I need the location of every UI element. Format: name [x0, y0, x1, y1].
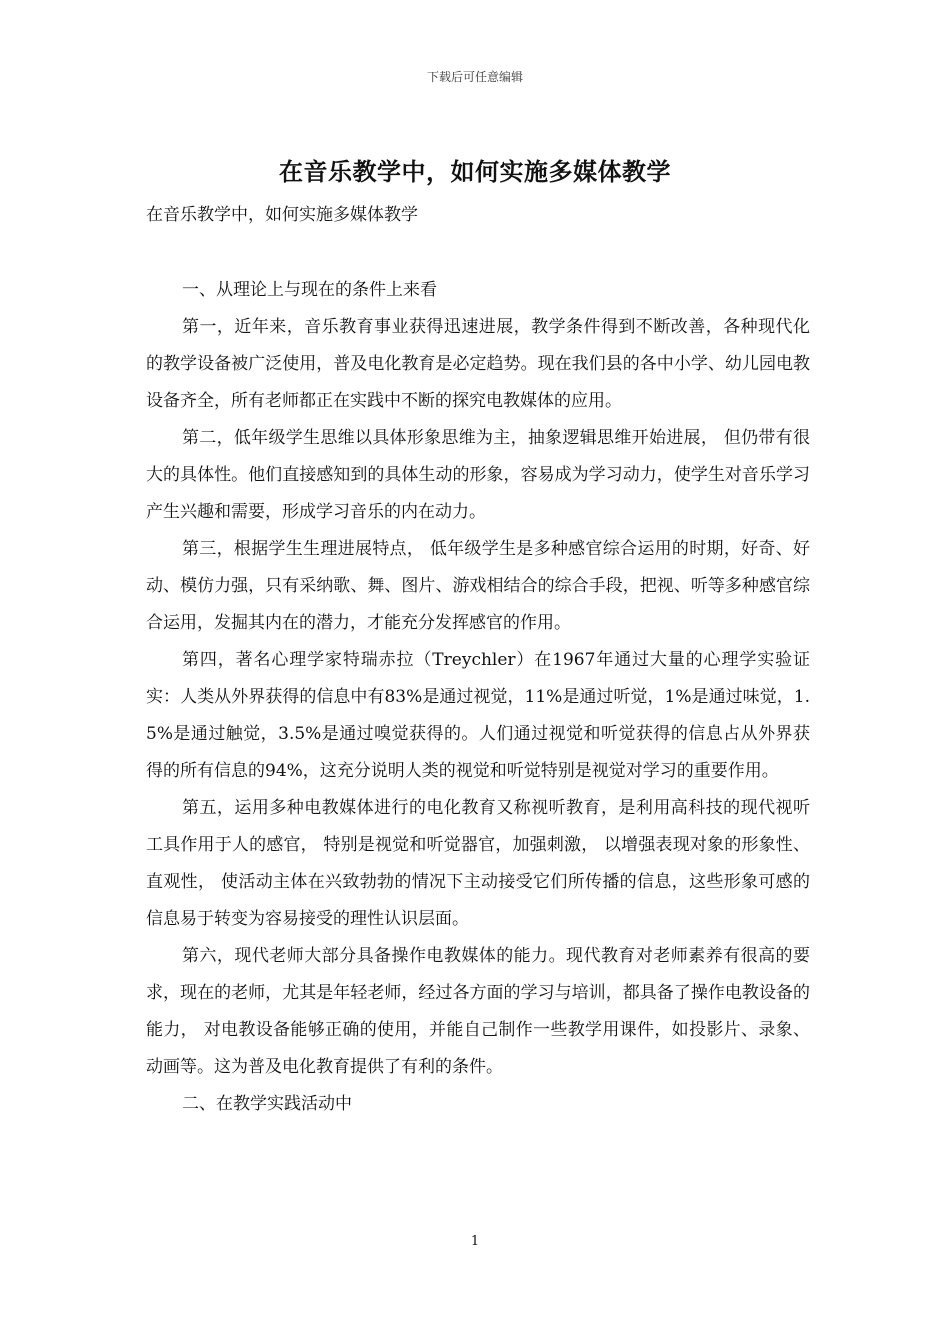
document-subtitle: 在音乐教学中，如何实施多媒体教学 [146, 205, 418, 225]
paragraph-3: 第三，根据学生生理进展特点， 低年级学生是多种感官综合运用的时期，好奇、好动、模仿力强，只有采纳歌、舞、图片、游戏相结合的综合手段，把视、听等多种感官综合运用，发掘其内在的潜力，才能充分发挥感官的作用。 [146, 539, 810, 633]
paragraph-5: 第五，运用多种电教媒体进行的电化教育又称视听教育，是利用高科技的现代视听工具作用于人的感官， 特别是视觉和听觉器官，加强刺激， 以增强表现对象的形象性、直观性， 使活动主体在兴致勃勃的情况下主动接受它们所传播的信息，这些形象可感的信息易于转变为容易接受的理性认识层面。 [146, 798, 810, 929]
document-title: 在音乐教学中，如何实施多媒体教学 [279, 157, 671, 186]
section-heading-2: 二、在教学实践活动中 [182, 1094, 352, 1114]
section-heading-1: 一、从理论上与现在的条件上来看 [182, 280, 437, 300]
paragraph-4: 第四，著名心理学家特瑞赤拉（Treychler）在1967年通过大量的心理学实验证实：人类从外界获得的信息中有83%是通过视觉，11%是通过听觉，1%是通过味觉，1.5%是通过触觉，3.5%是通过嗅觉获得的。人们通过视觉和听觉获得的信息占从外界获得的所有信息的94%，这充分说明人类的视觉和听觉特别是视觉对学习的重要作用。 [146, 650, 810, 781]
page-number: 1 [470, 1234, 480, 1249]
paragraph-2: 第二，低年级学生思维以具体形象思维为主，抽象逻辑思维开始进展， 但仍带有很大的具体性。他们直接感知到的具体生动的形象，容易成为学习动力，使学生对音乐学习产生兴趣和需要，形成学习音乐的内在动力。 [146, 428, 810, 522]
paragraph-6: 第六，现代老师大部分具备操作电教媒体的能力。现代教育对老师素养有很高的要求，现在的老师，尤其是年轻老师，经过各方面的学习与培训，都具备了操作电教设备的能力， 对电教设备能够正确的使用，并能自己制作一些教学用课件，如投影片、录象、动画等。这为普及电化教育提供了有利的条件。 [146, 946, 810, 1077]
document-body [146, 272, 810, 1123]
paragraph-1: 第一，近年来，音乐教育事业获得迅速进展，教学条件得到不断改善，各种现代化的教学设备被广泛使用，普及电化教育是必定趋势。现在我们县的各中小学、幼儿园电教设备齐全，所有老师都正在实践中不断的探究电教媒体的应用。 [146, 317, 810, 411]
page-header-note: 下载后可任意编辑 [426, 70, 523, 84]
